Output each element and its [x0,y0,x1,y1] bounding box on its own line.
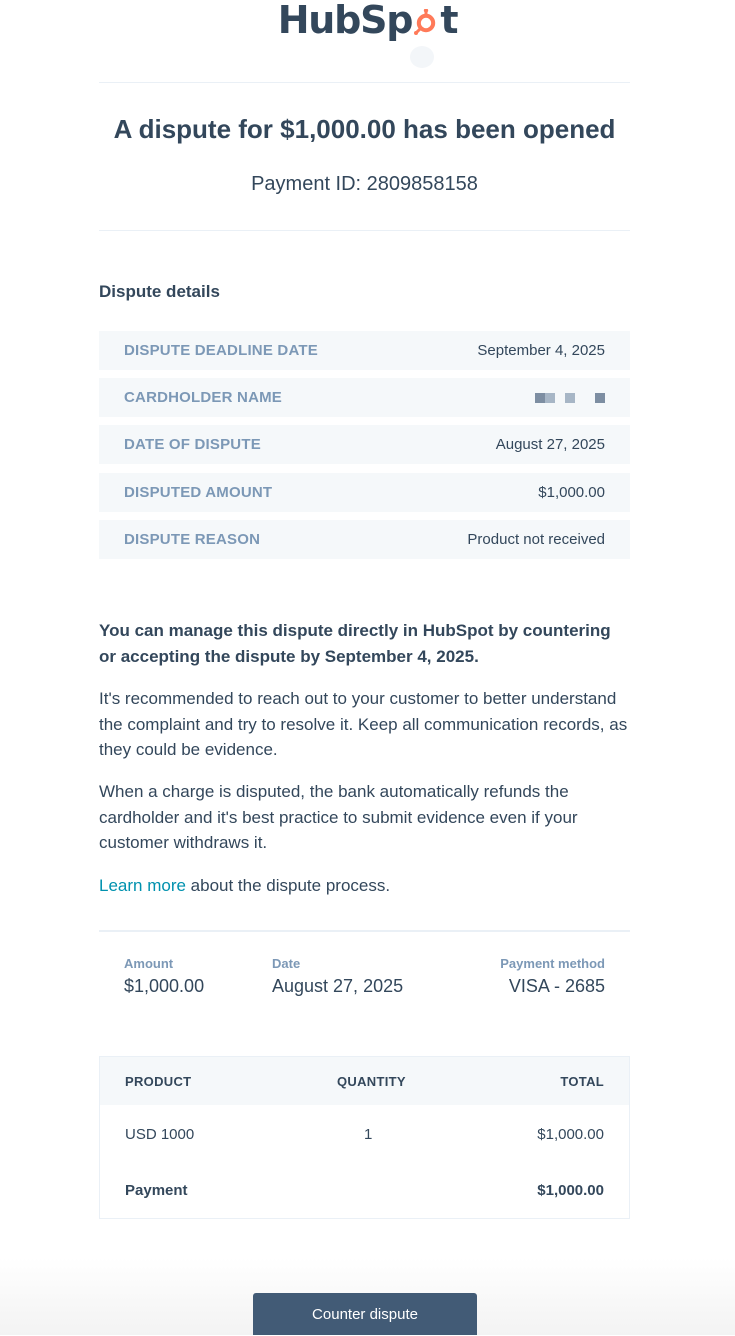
summary-date [272,956,403,998]
dispute-details-title: Dispute details [99,282,220,301]
detail-label: DISPUTE REASON [124,531,261,548]
detail-label: DATE OF DISPUTE [124,436,261,453]
detail-row-cardholder [99,378,630,417]
detail-row-amount [99,473,630,512]
learn-more-link[interactable]: Learn more [99,876,186,895]
redacted-value [535,393,605,403]
detail-row-deadline [99,331,630,370]
summary-label: Payment method [500,956,605,971]
detail-value: August 27, 2025 [495,436,605,453]
detail-row-date [99,425,630,464]
footer-total: $1,000.00 [537,1182,604,1199]
learn-more-rest: about the dispute process. [185,876,391,895]
detail-label: DISPUTE DEADLINE DATE [124,342,318,359]
detail-label: DISPUTED AMOUNT [124,484,273,501]
divider-header [99,230,630,231]
hubspot-logo [0,0,735,46]
page-title: A dispute for $1,000.00 has been opened [113,114,616,144]
summary-label: Date [272,956,301,971]
detail-label: CARDHOLDER NAME [124,389,282,406]
learn-more-line [99,873,630,899]
logo-text-right: t [440,0,458,42]
footer-label: Payment [125,1182,188,1199]
detail-value: $1,000.00 [538,484,605,501]
products-table [99,1056,630,1219]
intro-text: You can manage this dispute directly in HubSpot by countering or accepting the dispute by September 4, 2025. [99,621,611,666]
header-total: TOTAL [560,1074,604,1089]
sprocket-icon [413,9,439,35]
detail-row-reason [99,520,630,559]
row-total: $1,000.00 [537,1126,604,1143]
payment-id: Payment ID: 2809858158 [251,173,478,195]
detail-value: Product not received [467,531,605,548]
summary-method [500,956,605,998]
header-product: PRODUCT [125,1074,192,1089]
counter-dispute-button[interactable]: Counter dispute [253,1293,477,1335]
divider-top [99,82,630,83]
summary-value: VISA - 2685 [508,976,605,996]
refund-info-text: When a charge is disputed, the bank automatically refunds the cardholder and it's best practice to submit evidence even if your customer withdraws it. [99,782,578,852]
payment-summary [99,930,630,1012]
summary-label: Amount [124,956,174,971]
summary-value: August 27, 2025 [272,976,404,996]
summary-amount [124,956,204,998]
logo-text-left: HubSp [277,0,413,42]
logo-shadow [410,46,434,68]
row-product: USD 1000 [125,1126,195,1143]
header-quantity: QUANTITY [337,1074,406,1089]
recommendation-text: It's recommended to reach out to your customer to better understand the complaint and try to resolve it. Keep all communication records, as they could be evidence. [99,689,628,759]
row-quantity: 1 [364,1126,373,1143]
summary-value: $1,000.00 [124,976,205,996]
detail-value: September 4, 2025 [477,342,605,359]
